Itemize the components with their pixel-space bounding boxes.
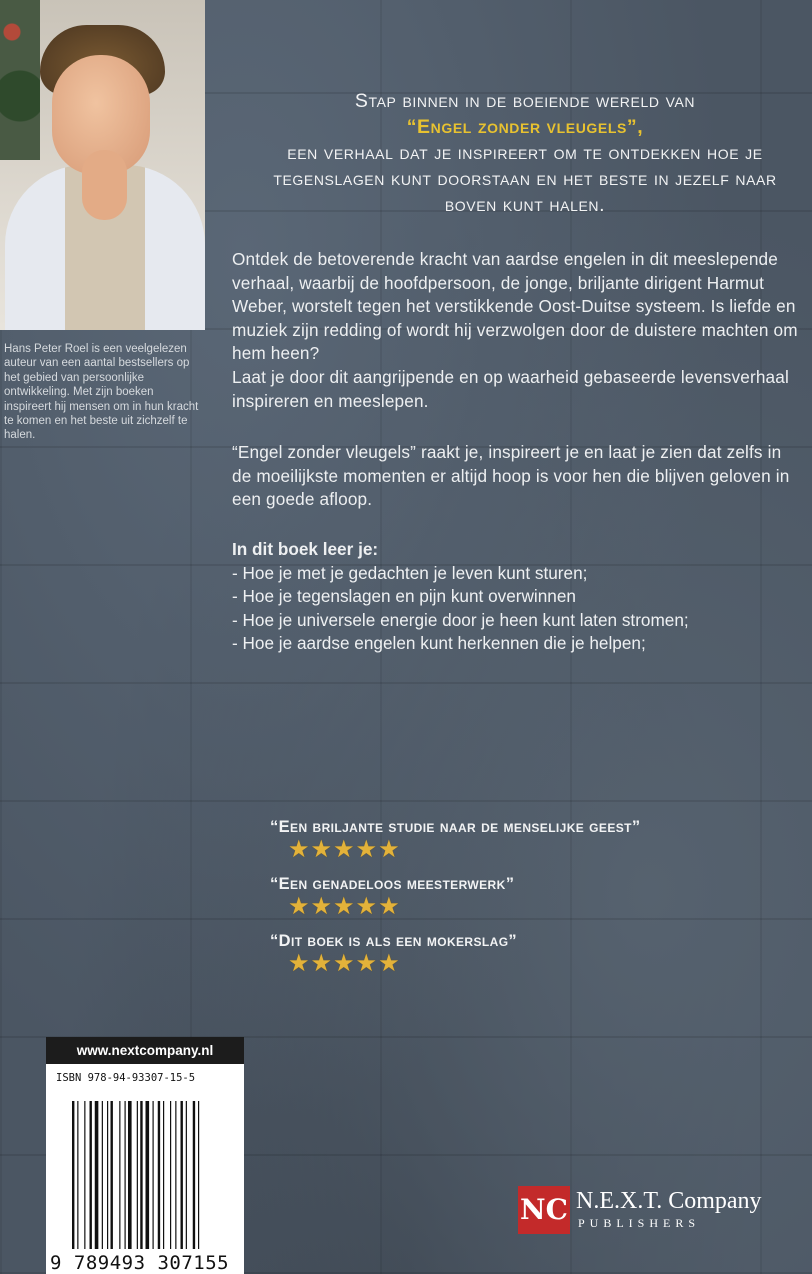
learn-heading: In dit boek leer je: xyxy=(232,538,379,559)
learn-item: - Hoe je met je gedachten je leven kunt sturen; xyxy=(232,562,588,583)
publisher-badge-icon: NC xyxy=(518,1186,570,1234)
publisher-subtitle: PUBLISHERS xyxy=(578,1216,701,1230)
barcode-icon xyxy=(72,1101,232,1249)
barcode-number: 9 789493 307155 xyxy=(50,1252,230,1274)
review-quote: “Een briljante studie naar de menselijke geest” xyxy=(270,818,641,836)
barcode-stripe xyxy=(72,1101,74,1249)
barcode-stripe xyxy=(163,1101,164,1249)
barcode-stripe xyxy=(84,1101,85,1249)
star-rating-icon: ★★★★★ xyxy=(288,836,401,863)
isbn-label: ISBN 978-94-93307-15-5 xyxy=(56,1072,196,1084)
description-paragraph: Ontdek de betoverende kracht van aardse engelen in dit meeslepende verhaal, waarbij de hoofdpersoon, de jonge, briljante dirigent Harmut Weber, worstelt tegen het verstikkende Oost-Duitse systeem. Is liefde en muziek zijn redding of wordt hij verzwolgen door de duistere machten om hem heen? xyxy=(232,249,798,364)
website-url: www.nextcompany.nl xyxy=(46,1037,244,1064)
barcode-stripe xyxy=(186,1101,187,1249)
barcode-stripe xyxy=(77,1101,78,1249)
publisher-name: N.E.X.T. Company xyxy=(576,1188,762,1214)
barcode-stripe xyxy=(181,1101,183,1249)
learn-item: - Hoe je aardse engelen kunt herkennen die je helpen; xyxy=(232,633,646,654)
barcode-stripe xyxy=(107,1101,108,1249)
intro-text: een verhaal dat je inspireert om te ontdekken hoe je tegenslagen kunt doorstaan en het beste in jezelf naar boven kunt halen. xyxy=(273,142,777,216)
barcode-stripe xyxy=(175,1101,176,1249)
intro-line: Stap binnen in de boeiende wereld van xyxy=(354,90,696,112)
author-photo xyxy=(0,0,205,330)
review-quote: “Dit boek is als een mokerslag” xyxy=(270,932,518,950)
reviews xyxy=(270,818,810,989)
barcode-stripe xyxy=(198,1101,199,1249)
barcode-stripe xyxy=(111,1101,113,1249)
author-bio: Hans Peter Roel is een veelgelezen auteur van een aantal bestsellers op het gebied van persoonlijke ontwikkeling. Met zijn boeken inspireert hij mensen om in hun kracht te komen en het beste uit zichzelf te halen. xyxy=(4,343,199,442)
barcode-stripe xyxy=(128,1101,132,1249)
intro-block xyxy=(246,88,804,218)
barcode-stripe xyxy=(95,1101,99,1249)
star-rating-icon: ★★★★★ xyxy=(288,950,401,977)
barcode-stripe xyxy=(90,1101,92,1249)
plant-decoration xyxy=(0,0,40,160)
review xyxy=(270,818,810,863)
barcode-stripe xyxy=(193,1101,195,1249)
review xyxy=(270,932,810,977)
barcode-stripe xyxy=(146,1101,150,1249)
barcode-stripe xyxy=(125,1101,126,1249)
book-title: “Engel zonder vleugels”, xyxy=(406,116,644,138)
blurb xyxy=(232,88,804,656)
barcode-stripe xyxy=(158,1101,160,1249)
learn-item: - Hoe je tegenslagen en pijn kunt overwinnen xyxy=(232,586,576,607)
description-paragraph: Laat je door dit aangrijpende en op waarheid gebaseerde levensverhaal inspireren en meeslepen. xyxy=(232,366,789,411)
barcode-stripe xyxy=(170,1101,171,1249)
barcode-panel xyxy=(46,1037,244,1274)
author-hand xyxy=(82,150,127,220)
barcode-stripe xyxy=(137,1101,138,1249)
barcode-stripe xyxy=(153,1101,154,1249)
description-paragraph: “Engel zonder vleugels” raakt je, inspireert je en laat je zien dat zelfs in de moeilijkste momenten er altijd hoop is voor hen die blijven geloven in een goede afloop. xyxy=(232,442,790,510)
learn-item: - Hoe je universele energie door je heen kunt laten stromen; xyxy=(232,609,689,630)
barcode-stripe xyxy=(102,1101,103,1249)
review-quote: “Een genadeloos meesterwerk” xyxy=(270,875,515,893)
barcode-stripe xyxy=(119,1101,120,1249)
star-rating-icon: ★★★★★ xyxy=(288,893,401,920)
barcode-stripe xyxy=(140,1101,142,1249)
learn-list xyxy=(232,538,804,656)
review xyxy=(270,875,810,920)
publisher-logo xyxy=(518,1186,778,1236)
